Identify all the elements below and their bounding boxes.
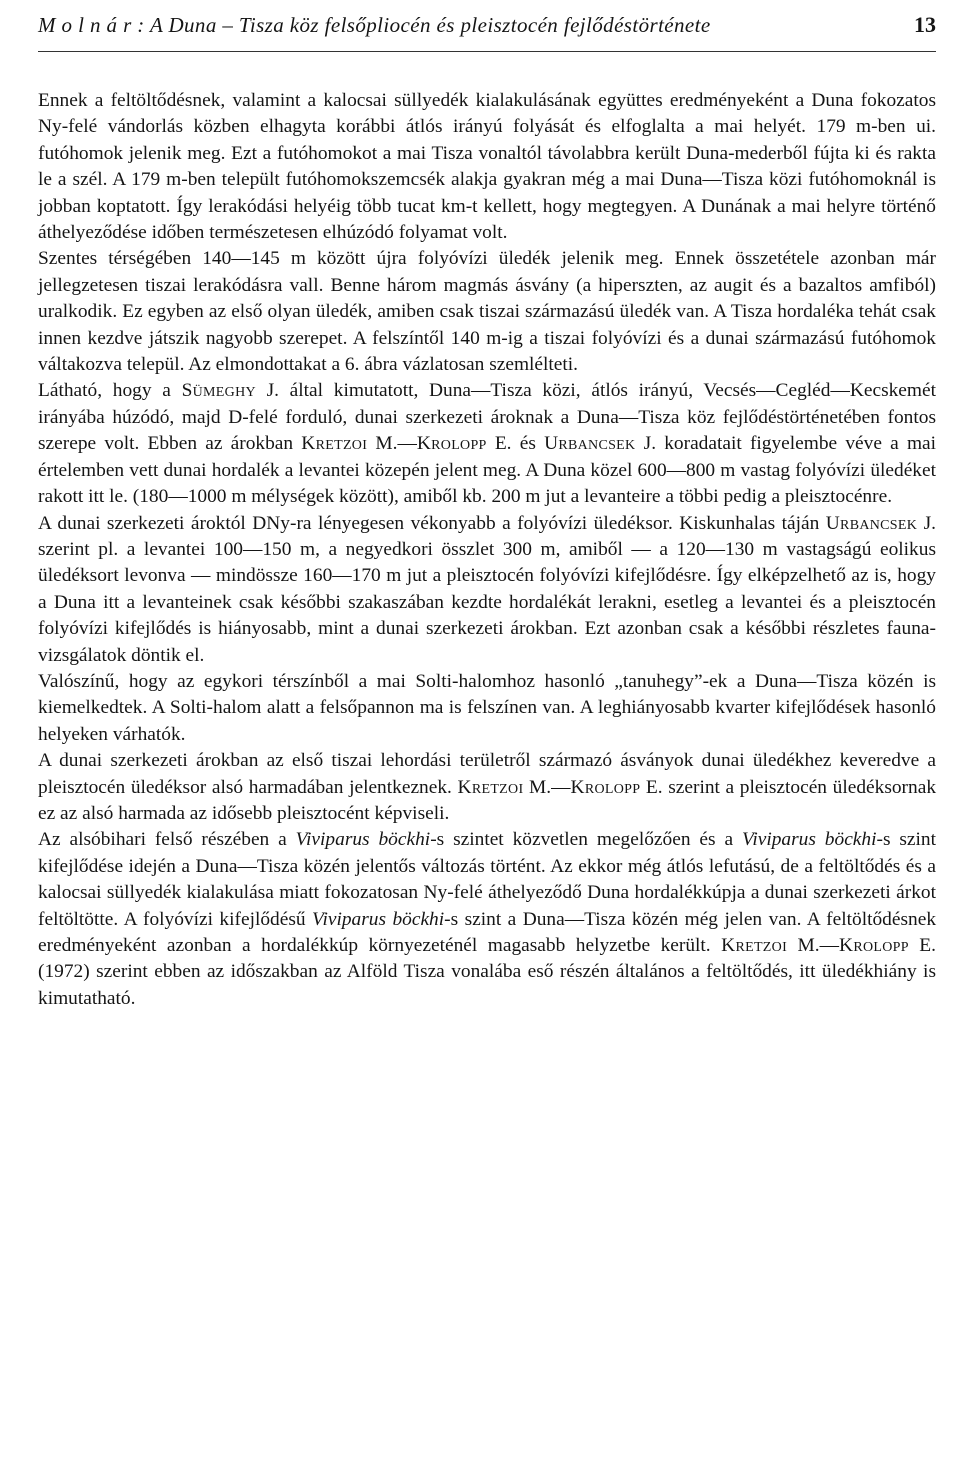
paragraph bbox=[38, 88, 936, 246]
text-run: Látható, hogy a bbox=[38, 380, 182, 402]
page-number: 13 bbox=[914, 12, 936, 37]
running-head: M o l n á r : A Duna – Tisza köz felsőpliocén és pleisztocén fejlődéstörténete bbox=[38, 13, 711, 37]
taxon-name: Viviparus böckhi bbox=[312, 908, 445, 930]
text-run: E. szerint a pleisztocén üledéksornak ez az alsó harmada az idősebb pleisztocént képviseli. bbox=[38, 776, 937, 824]
author-name: Urbancsek bbox=[825, 512, 918, 534]
author-name: Krolopp bbox=[570, 776, 641, 798]
text-run: Az alsóbihari felső részében a bbox=[38, 829, 296, 851]
text-run: Valószínű, hogy az egykori térszínből a mai Solti-halomhoz hasonló „tanuhegy”-ek a Duna—Tisza közén is kiemelkedtek. A Solti-halom alatt a felsőpannon ma is felszínen van. A leghiányosabb kvarter kifejlődések hasonló helyeken várhatók. bbox=[38, 670, 936, 745]
page-header bbox=[38, 8, 936, 52]
text-run: J. által kimutatott, Duna—Tisza közi, átlós irányú, Vecsés—Cegléd—Kecskemét irányába húzódó, majd D-felé forduló, dunai szerkezeti ároknak a Duna—Tisza köz fejlődéstörténetében fontos szerepe volt. Ebben az árokban bbox=[38, 380, 936, 455]
paragraph bbox=[38, 246, 936, 378]
author-name: Kretzoi bbox=[457, 776, 524, 798]
author-name: Krolopp bbox=[416, 433, 487, 455]
text-run: E. (1972) szerint ebben az időszakban az Alföld Tisza vonalába eső részén általános a feltöltődés, itt üledékhiány is kimutatható. bbox=[38, 935, 936, 1009]
text-run: M.— bbox=[367, 433, 417, 455]
body-text bbox=[38, 88, 936, 1012]
text-run: Szentes térségében 140—145 m között újra folyóvízi üledék jelenik meg. Ennek összetétele azonban már jellegzetesen tiszai lerakódásra vall. Benne három magmás ásvány (a hiperszten, az augit és a bazaltos amfiból) uralkodik. Ez egyben az első olyan üledék, amiben csak tiszai származású üledék van. A Tisza hordaléka tehát csak innen kezdve játszik nagyobb szerepet. A felszíntől 140 m-ig a tiszai folyóvízi és a dunai származású futóhomok váltakozva települ. Az elmondottakat a 6. ábra vázlatosan szemlélteti. bbox=[38, 248, 936, 376]
text-run: -s szint kifejlődése idején a Duna—Tisza közén jelentős változás történt. Az ekkor még átlós lefutású, de a feltöltődés és a kalocsai süllyedék kialakulása miatt fokozatosan Ny-felé áthelyeződő Duna hordalékkúpja a dunai szerkezeti árkot feltöltötte. A folyóvízi kifejlődésű bbox=[38, 829, 937, 930]
text-run: J. koradatait figyelembe véve a mai értelemben vett dunai hordalék a levantei közepén jelent meg. A Duna közel 600—800 m vastag folyóvízi üledéket rakott itt le. (180—1000 m mélységek között), amiből kb. 200 m jut a levanteire a többi pedig a pleisztocénre. bbox=[38, 433, 937, 508]
paragraph bbox=[38, 669, 936, 748]
paragraph bbox=[38, 378, 936, 510]
author-name: Sümeghy bbox=[181, 380, 256, 402]
author-name: Urbancsek bbox=[544, 433, 636, 455]
text-run: -s szintet közvetlen megelőzően és a bbox=[430, 829, 742, 851]
text-run: Ennek a feltöltődésnek, valamint a kalocsai süllyedék kialakulásának együttes eredményeként a Duna fokozatos Ny-felé vándorlás közben elhagyta korábbi átlós irányú folyását és elfoglalta a mai helyét. 179 m-ben ui. futóhomok jelenik meg. Ezt a futóhomokot a mai Tisza vonaltól távolabbra került Duna-mederből fújta ki és rakta le a szél. A 179 m-ben települt futóhomokszemcsék alakja gyakran még a mai Duna—Tisza közi futóhomoknál is jobban koptatott. Így lerakódási helyéig több tucat km-t kellett, hogy megtegyen. A Dunának a mai helyre történő áthelyeződése időben természetesen elhúzódó folyamat volt. bbox=[38, 90, 936, 244]
paragraph bbox=[38, 511, 936, 669]
text-run: -s szint a Duna—Tisza közén még jelen van. A feltöltődésnek eredményeként azonban a hordalékkúp környezeténél magasabb helyzetbe került. bbox=[38, 908, 937, 956]
text-run: M.— bbox=[787, 935, 840, 956]
paragraph bbox=[38, 748, 936, 827]
text-run: A dunai szerkezeti ároktól DNy-ra lényegesen vékonyabb a folyóvízi üledéksor. Kiskunhalas táján bbox=[38, 512, 826, 534]
author-name: Kretzoi bbox=[721, 935, 788, 956]
taxon-name: Viviparus böckhi bbox=[741, 829, 877, 851]
text-run: M.— bbox=[523, 776, 571, 798]
text-run: E. és bbox=[486, 433, 545, 455]
author-name: Krolopp bbox=[839, 935, 909, 956]
paragraph bbox=[38, 827, 936, 1012]
text-run: A dunai szerkezeti árokban az első tiszai lehordási területről származó ásványok dunai üledékhez keveredve a pleisztocén üledéksor alsó harmadában jelentkeznek. bbox=[38, 750, 936, 798]
taxon-name: Viviparus böckhi bbox=[295, 829, 431, 851]
author-name: Kretzoi bbox=[301, 433, 368, 455]
text-run: J. szerint pl. a levantei 100—150 m, a negyedkori összlet 300 m, amiből — a 120—130 m vastagságú eolikus üledéksort levonva — mindössze 160—170 m jut a pleisztocén folyóvízi kifejlődésre. Így elképzelhető az is, hogy a Duna itt a levanteinek csak későbbi szakaszában kezdte hordalékát lerakni, esetleg a levantei és a pleisztocén folyóvízi kifejlődés is hiányosabb, mint a dunai szerkezeti árokban. Ezt azonban csak a későbbi részletes fauna-vizsgálatok döntik el. bbox=[38, 512, 936, 666]
